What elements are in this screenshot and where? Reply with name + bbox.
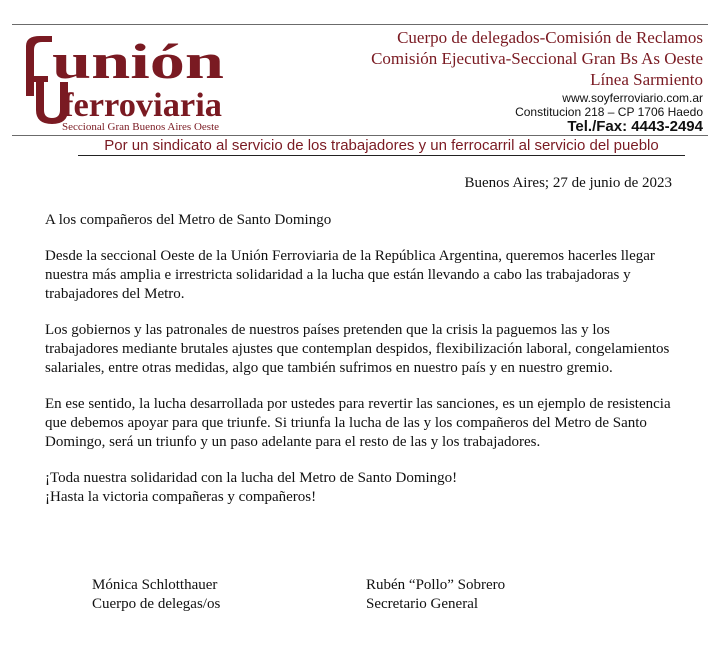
letter-closing-1: ¡Toda nuestra solidaridad con la lucha del Metro de Santo Domingo! [45, 470, 458, 486]
signature-name: Mónica Schlotthauer [92, 577, 218, 593]
signature-role: Secretario General [366, 596, 479, 612]
header-line-2: Comisión Ejecutiva-Seccional Gran Bs As Oeste [371, 49, 703, 68]
letter-paragraph-3: En ese sentido, la lucha desarrollada por ustedes para revertir las sanciones, es un ejemplo de resistencia que debemos apoyar para que triunfe. Si triunfa la lucha de las y los compañeros del Metro de Santo Domingo, será un triunfo y un paso adelante para el resto de las y los trabajadores. [45, 396, 671, 450]
header-line-3: Línea Sarmiento [590, 70, 703, 89]
logo-seccional-text: Seccional Gran Buenos Aires Oeste [62, 121, 220, 133]
union-ferroviaria-logo [18, 32, 228, 132]
signature-role: Cuerpo de delegas/os [92, 596, 221, 612]
svg-text:ferroviaria: ferroviaria [62, 87, 222, 124]
letter-recipient: A los compañeros del Metro de Santo Domingo [45, 212, 332, 228]
letter-paragraph-2: Los gobiernos y las patronales de nuestros países pretenden que la crisis la paguemos las y los trabajadores mediante brutales ajustes que contemplan despidos, flexibilización laboral, congelamientos salariales, entre otras medidas, algo que también sufrimos en nuestro país y en nuestro gremio. [45, 322, 670, 376]
header-address: Constitucion 218 – CP 1706 Haedo [515, 105, 703, 119]
signature-block-1 [92, 576, 220, 614]
letter-paragraph-1: Desde la seccional Oeste de la Unión Ferroviaria de la República Argentina, queremos hacerles llegar nuestra más amplia e irrestricta solidaridad a la lucha que están llevando a cabo las trabajadoras y trabajadores del Metro. [45, 248, 655, 302]
header-line-1: Cuerpo de delegados-Comisión de Reclamos [397, 28, 703, 47]
header-motto: Por un sindicato al servicio de los trabajadores y un ferrocarril al servicio del pueblo [104, 137, 659, 154]
header-tel: Tel./Fax: 4443-2494 [567, 118, 703, 135]
header-bottom-rule [12, 135, 708, 136]
letter-body [45, 211, 685, 507]
header-website: www.soyferroviario.com.ar [562, 91, 703, 105]
letter-date: Buenos Aires; 27 de junio de 2023 [464, 175, 672, 191]
motto-underline [78, 155, 685, 156]
signature-name: Rubén “Pollo” Sobrero [366, 577, 506, 593]
signature-block-2 [366, 576, 505, 614]
header-top-rule [12, 24, 708, 25]
svg-text:unión: unión [52, 33, 225, 89]
letter-closing-2: ¡Hasta la victoria compañeras y compañeros! [45, 489, 317, 505]
